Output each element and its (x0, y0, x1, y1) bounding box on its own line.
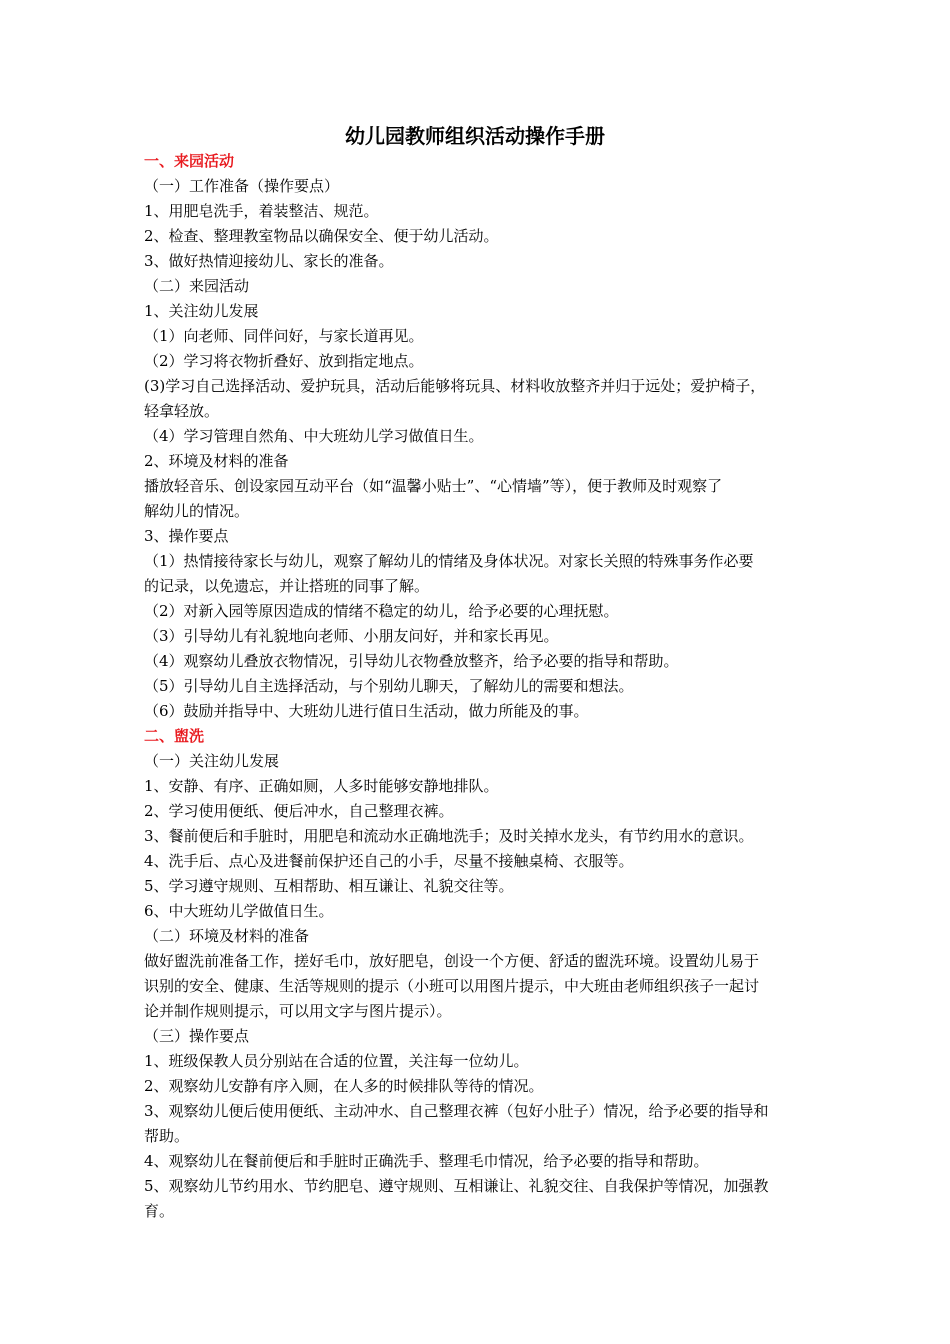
subsection-heading: （一）工作准备（操作要点） (144, 177, 340, 195)
paragraph-line: （4）学习管理自然角、中大班幼儿学习做值日生。 (144, 427, 484, 445)
paragraph-line: （1）向老师、同伴问好，与家长道再见。 (144, 327, 424, 345)
paragraph-line: （6）鼓励并指导中、大班幼儿进行值日生活动，做力所能及的事。 (144, 702, 589, 720)
paragraph-line: 6、中大班幼儿学做值日生。 (144, 902, 334, 920)
section-heading: 二、盥洗 (144, 727, 205, 745)
section-heading: 一、来园活动 (144, 152, 235, 170)
paragraph-line: 育。 (144, 1202, 175, 1220)
paragraph-line: （2）学习将衣物折叠好、放到指定地点。 (144, 352, 424, 370)
paragraph-line: 5、观察幼儿节约用水、节约肥皂、遵守规则、互相谦让、礼貌交往、自我保护等情况，加强教 (144, 1177, 769, 1195)
paragraph-line: 1、安静、有序、正确如厕，人多时能够安静地排队。 (144, 777, 499, 795)
paragraph-line: 2、环境及材料的准备 (144, 452, 289, 470)
paragraph-line: （1）热情接待家长与幼儿，观察了解幼儿的情绪及身体状况。对家长关照的特殊事务作必要 (144, 552, 754, 570)
paragraph-line: 4、洗手后、点心及进餐前保护还自己的小手，尽量不接触桌椅、衣服等。 (144, 852, 634, 870)
paragraph-line: 论并制作规则提示，可以用文字与图片提示）。 (144, 1002, 452, 1020)
paragraph-line: 1、班级保教人员分别站在合适的位置，关注每一位幼儿。 (144, 1052, 529, 1070)
document-body (144, 149, 816, 1224)
paragraph-line: 帮助。 (144, 1127, 190, 1145)
paragraph-line: 做好盥洗前准备工作，搓好毛巾，放好肥皂，创设一个方便、舒适的盥洗环境。设置幼儿易于 (144, 952, 760, 970)
paragraph-line: 解幼儿的情况。 (144, 502, 250, 520)
paragraph-line: （4）观察幼儿叠放衣物情况，引导幼儿衣物叠放整齐，给予必要的指导和帮助。 (144, 652, 679, 670)
paragraph-line: 的记录，以免遗忘，并让搭班的同事了解。 (144, 577, 430, 595)
paragraph-line: （5）引导幼儿自主选择活动，与个别幼儿聊天，了解幼儿的需要和想法。 (144, 677, 634, 695)
paragraph-line: 3、餐前便后和手脏时，用肥皂和流动水正确地洗手；及时关掉水龙头，有节约用水的意识。 (144, 827, 754, 845)
paragraph-line: 3、做好热情迎接幼儿、家长的准备。 (144, 252, 394, 270)
subsection-heading: （三）操作要点 (144, 1027, 250, 1045)
paragraph-line: （3）引导幼儿有礼貌地向老师、小朋友问好，并和家长再见。 (144, 627, 559, 645)
paragraph-line: 1、用肥皂洗手，着装整洁、规范。 (144, 202, 379, 220)
paragraph-line: 3、操作要点 (144, 527, 229, 545)
paragraph-line: 4、观察幼儿在餐前便后和手脏时正确洗手、整理毛巾情况，给予必要的指导和帮助。 (144, 1152, 709, 1170)
subsection-heading: （一）关注幼儿发展 (144, 752, 280, 770)
subsection-heading: （二）环境及材料的准备 (144, 927, 310, 945)
document-title: 幼儿园教师组织活动操作手册 (345, 124, 605, 148)
paragraph-line: 2、检查、整理教室物品以确保安全、便于幼儿活动。 (144, 227, 499, 245)
subsection-heading: （二）来园活动 (144, 277, 250, 295)
paragraph-line: 播放轻音乐、创设家园互动平台（如“温馨小贴士”、“心情墙”等），便于教师及时观察了 (144, 477, 723, 495)
paragraph-line: 3、观察幼儿便后使用便纸、主动冲水、自己整理衣裤（包好小肚子）情况，给予必要的指导和 (144, 1102, 769, 1120)
paragraph-line: (3)学习自己选择活动、爱护玩具，活动后能够将玩具、材料收放整齐并归于远处；爱护椅子， (144, 377, 766, 395)
paragraph-line: 2、观察幼儿安静有序入厕，在人多的时候排队等待的情况。 (144, 1077, 544, 1095)
paragraph-line: 5、学习遵守规则、互相帮助、相互谦让、礼貌交往等。 (144, 877, 514, 895)
paragraph-line: 识别的安全、健康、生活等规则的提示（小班可以用图片提示，中大班由老师组织孩子一起讨 (144, 977, 760, 995)
paragraph-line: 1、关注幼儿发展 (144, 302, 259, 320)
paragraph-line: 轻拿轻放。 (144, 402, 220, 420)
paragraph-line: （2）对新入园等原因造成的情绪不稳定的幼儿，给予必要的心理抚慰。 (144, 602, 619, 620)
paragraph-line: 2、学习使用便纸、便后冲水，自己整理衣裤。 (144, 802, 454, 820)
